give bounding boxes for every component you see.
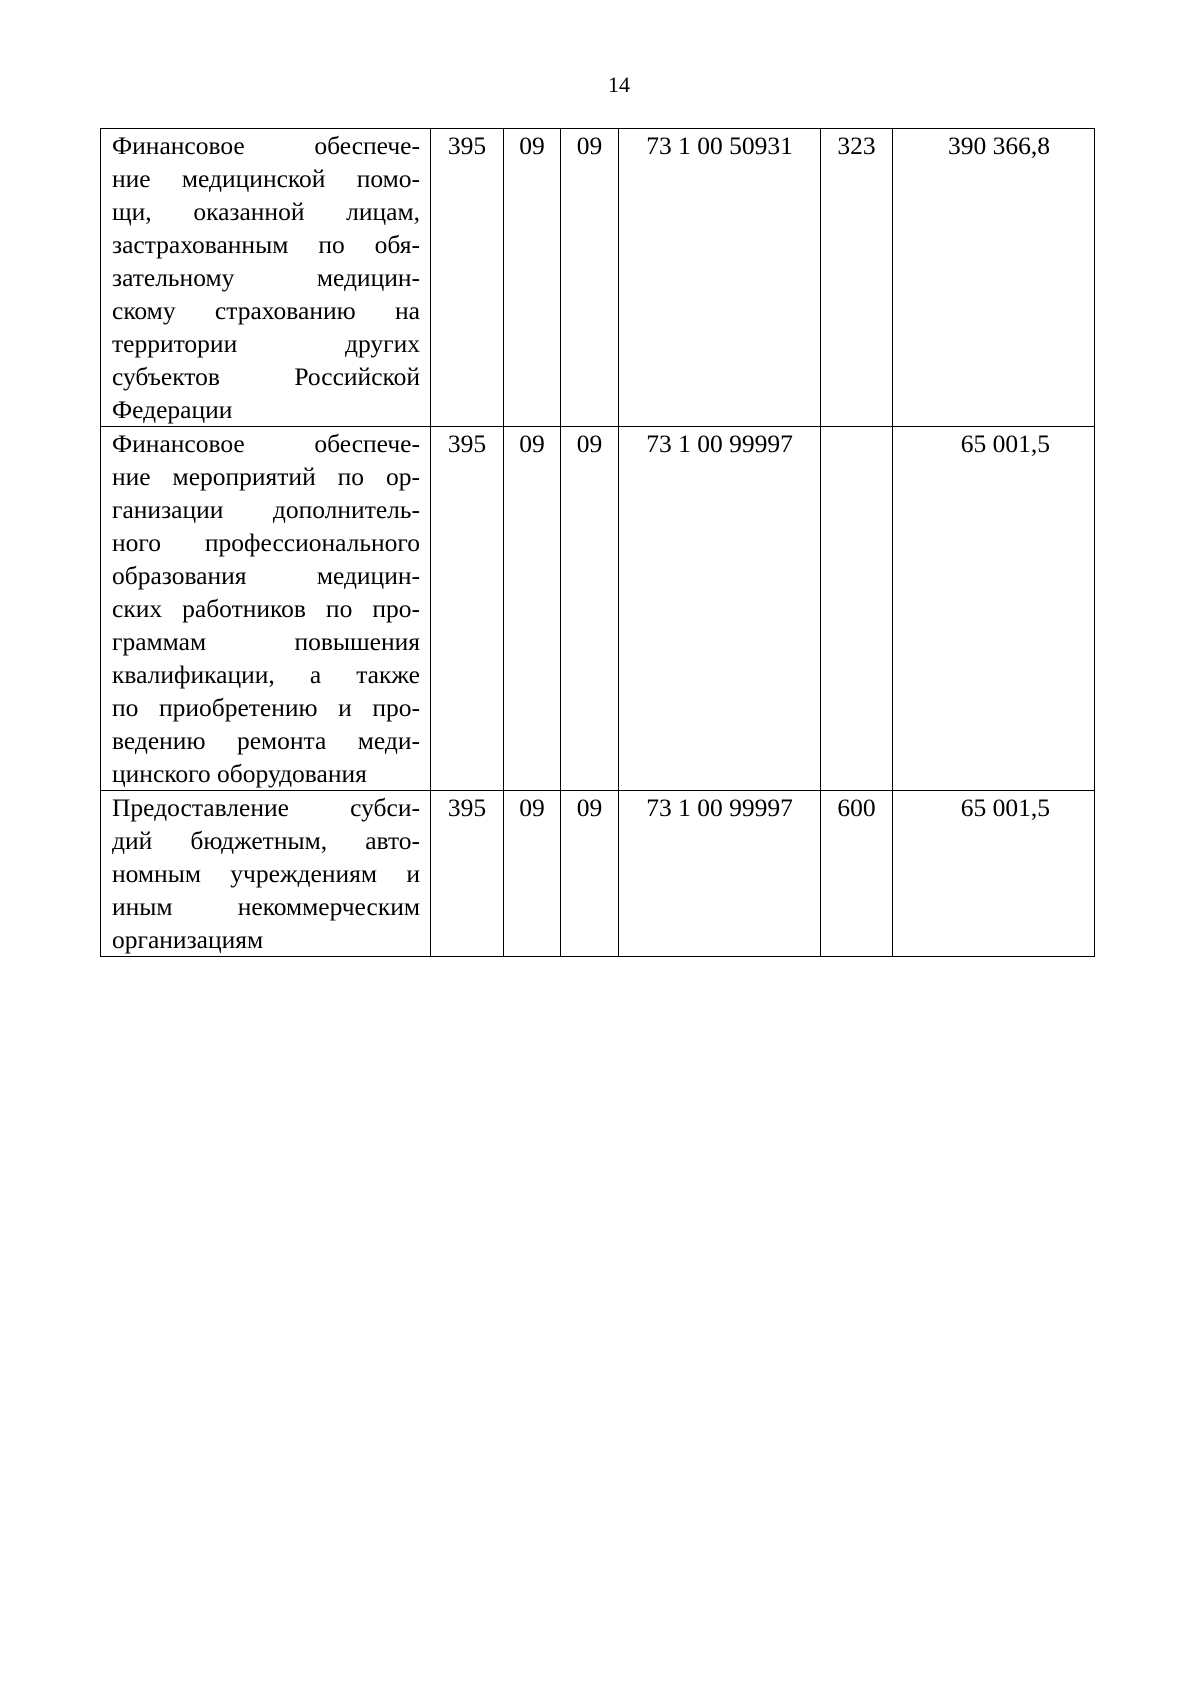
item-name-line: Федерации [112, 395, 233, 424]
item-name-line: Финансовое обеспече- [112, 429, 420, 458]
item-name-line: ного профессионального [112, 528, 420, 557]
item-name-line: ние медицинской помо- [112, 164, 420, 193]
item-name-cell [101, 791, 431, 957]
item-name-line: граммам повышения [112, 627, 420, 656]
item-name-line: организациям [112, 925, 264, 954]
item-name-line: иным некоммерческим [112, 892, 420, 921]
item-name-line: дий бюджетным, авто- [112, 826, 420, 855]
item-name-line: ганизации дополнитель- [112, 495, 420, 524]
pr-code-cell: 09 [561, 791, 619, 957]
item-name-line: по приобретению и про- [112, 693, 420, 722]
item-name-line: образования медицин- [112, 561, 420, 590]
pr-code-cell: 09 [561, 129, 619, 427]
item-name-line: квалификации, а также [112, 660, 420, 689]
csr-code-cell: 73 1 00 99997 [619, 427, 821, 791]
vr-code-cell: 600 [821, 791, 893, 957]
item-name-line: субъектов Российской [112, 362, 420, 391]
vr-code-cell: 323 [821, 129, 893, 427]
item-name-cell [101, 129, 431, 427]
item-name-line: ведению ремонта меди- [112, 726, 420, 755]
item-name-line: цинского оборудования [112, 759, 367, 788]
csr-code-cell: 73 1 00 50931 [619, 129, 821, 427]
item-name-line: Финансовое обеспече- [112, 131, 420, 160]
table-row [101, 129, 1095, 427]
vr-code-cell [821, 427, 893, 791]
budget-table [100, 128, 1095, 957]
rz-code-cell: 09 [504, 427, 561, 791]
amount-cell: 65 001,5 [893, 427, 1095, 791]
item-name-line: территории других [112, 329, 420, 358]
gr-code-cell: 395 [431, 791, 504, 957]
page-number: 14 [608, 72, 630, 97]
item-name-line: застрахованным по обя- [112, 230, 420, 259]
item-name-line: скому страхованию на [112, 296, 420, 325]
item-name-line: ние мероприятий по ор- [112, 462, 420, 491]
gr-code-cell: 395 [431, 427, 504, 791]
item-name-line: номным учреждениям и [112, 859, 420, 888]
csr-code-cell: 73 1 00 99997 [619, 791, 821, 957]
table-row [101, 427, 1095, 791]
table-row [101, 791, 1095, 957]
item-name-line: ских работников по про- [112, 594, 420, 623]
item-name-cell [101, 427, 431, 791]
rz-code-cell: 09 [504, 791, 561, 957]
pr-code-cell: 09 [561, 427, 619, 791]
item-name-line: щи, оказанной лицам, [112, 197, 420, 226]
item-name-line: Предоставление субси- [112, 793, 420, 822]
gr-code-cell: 395 [431, 129, 504, 427]
amount-cell: 65 001,5 [893, 791, 1095, 957]
item-name-line: зательному медицин- [112, 263, 420, 292]
rz-code-cell: 09 [504, 129, 561, 427]
amount-cell: 390 366,8 [893, 129, 1095, 427]
